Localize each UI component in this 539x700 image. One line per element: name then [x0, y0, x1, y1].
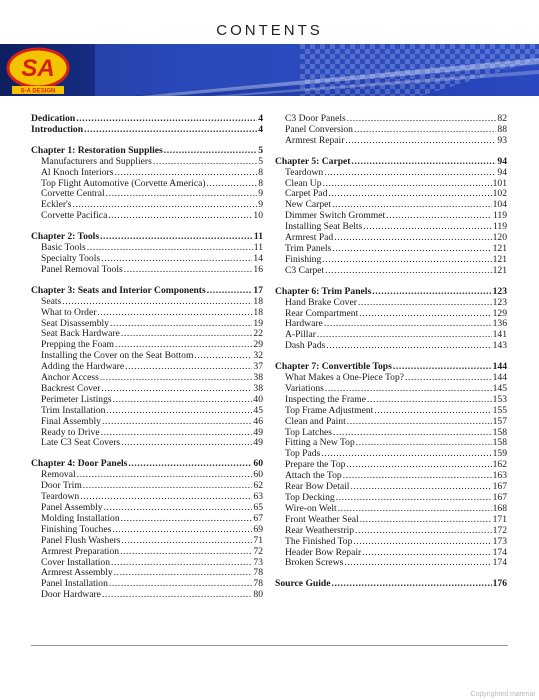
toc-entry-title: Chapter 3: Seats and Interior Components	[31, 284, 206, 296]
toc-entry-page: 123	[492, 285, 507, 297]
toc-entry-page: 63	[253, 491, 263, 503]
toc-dot-leader	[347, 114, 497, 125]
toc-entry-page: 144	[492, 361, 507, 373]
toc-entry-title: Door Trim	[41, 480, 82, 492]
toc-dot-leader	[354, 125, 496, 136]
toc-entry-page: 71	[253, 534, 263, 546]
toc-entry-title: Teardown	[41, 491, 80, 503]
page-title: CONTENTS	[216, 22, 323, 39]
toc-dot-leader	[111, 558, 252, 569]
toc-entry-page: 8	[258, 166, 263, 178]
toc-entry-title: The Finished Top	[285, 535, 353, 547]
toc-entry-page: 144	[492, 372, 507, 384]
toc-group	[275, 287, 507, 352]
toc-dot-leader	[356, 438, 492, 449]
toc-entry-title: A-Pillar	[285, 329, 316, 341]
toc-entry-title: Finishing	[285, 253, 322, 265]
toc-entry-title: Ready to Drive	[41, 426, 100, 438]
toc-group	[31, 232, 263, 276]
toc-entry-title: Front Weather Seal	[285, 513, 359, 525]
toc-entry-title: Panel Removal Tools	[41, 263, 123, 275]
toc-dot-leader	[122, 536, 253, 547]
toc-entry-title: Installing the Cover on the Seat Bottom	[41, 350, 194, 362]
toc-entry-title: Specialty Tools	[41, 252, 101, 264]
toc-entry-title: Anchor Access	[41, 372, 99, 384]
toc-entry-page: 40	[253, 393, 263, 405]
toc-entry-title: Removal	[41, 469, 76, 481]
toc-entry-title: Dimmer Switch Grommet	[285, 210, 386, 222]
toc-entry-title: Panel Installation	[41, 578, 108, 590]
toc-entry-page: 65	[253, 502, 263, 513]
toc-entry-title: Adding the Hardware	[41, 361, 125, 373]
toc-entry-page: 174	[492, 546, 507, 558]
toc-entry-page: 18	[253, 306, 263, 318]
toc-entry-title: Rear Weatherstrip	[285, 524, 355, 536]
toc-dot-leader	[164, 146, 257, 157]
toc-entry-page: 60	[253, 458, 263, 470]
toc-entry-title: Manufacturers and Suppliers	[41, 155, 152, 167]
toc-entry-page: 16	[253, 263, 263, 275]
toc-dot-leader	[62, 297, 252, 308]
toc-entry-page: 136	[492, 318, 507, 330]
toc-entry-page: 102	[492, 188, 507, 200]
sa-logo	[8, 49, 68, 95]
toc-entry-title: Rear Compartment	[285, 307, 359, 319]
toc-entry-page: 38	[253, 372, 263, 384]
toc-dot-leader	[358, 298, 492, 309]
toc-entry-title: Attach the Top	[285, 470, 342, 482]
toc-section-entry[interactable]	[31, 211, 263, 222]
toc-entry-page: 167	[492, 492, 507, 503]
toc-entry-title: Trim Installation	[41, 404, 106, 416]
toc-section-entry[interactable]	[31, 265, 263, 276]
toc-entry-page: 157	[492, 415, 507, 427]
toc-section-entry[interactable]	[31, 168, 263, 179]
toc-entry-title: Top Latches	[285, 426, 333, 438]
toc-entry-page: 171	[492, 513, 507, 525]
toc-dot-leader	[120, 547, 252, 558]
toc-entry-page: 37	[253, 361, 263, 373]
toc-entry-title: C3 Carpet	[285, 264, 325, 276]
toc-section-entry[interactable]	[31, 536, 263, 547]
toc-entry-page: 49	[253, 426, 263, 438]
toc-entry-page: 17	[253, 284, 263, 296]
toc-group	[31, 146, 263, 222]
toc-dot-leader	[87, 243, 253, 254]
toc-dot-leader	[322, 255, 491, 266]
toc-entry-title: Late C3 Seat Covers	[41, 437, 121, 449]
toc-group	[31, 459, 263, 601]
toc-dot-leader	[343, 471, 492, 482]
toc-dot-leader	[101, 428, 253, 439]
toc-dot-leader	[360, 515, 492, 526]
toc-entry-title: Al Knoch Interiors	[41, 166, 114, 178]
toc-dot-leader	[326, 341, 491, 352]
toc-dot-leader	[359, 309, 491, 320]
toc-entry-page: 19	[253, 317, 263, 329]
toc-entry-page: 176	[492, 578, 507, 590]
toc-dot-leader	[112, 525, 252, 536]
toc-dot-leader	[325, 266, 491, 277]
toc-entry-page: 62	[253, 480, 263, 492]
toc-entry-title: Fitting a New Top	[285, 437, 355, 449]
toc-entry-page: 172	[492, 524, 507, 536]
toc-dot-leader	[328, 189, 491, 200]
toc-entry-title: Top Decking	[285, 492, 335, 503]
toc-entry-title: What to Order	[41, 306, 97, 318]
toc-section-entry[interactable]	[31, 590, 263, 601]
toc-entry-page: 45	[253, 404, 263, 416]
toc-section-entry[interactable]	[31, 308, 263, 319]
toc-dot-leader	[334, 233, 491, 244]
toc-entry-title: Panel Conversion	[285, 123, 353, 135]
toc-entry-page: 155	[492, 404, 507, 416]
toc-entry-title: C3 Door Panels	[285, 113, 346, 124]
toc-entry-page: 88	[497, 123, 507, 135]
toc-entry-page: 120	[492, 232, 507, 244]
toc-entry-title: Clean and Paint	[285, 415, 346, 427]
toc-entry-page: 153	[492, 393, 507, 405]
toc-entry-page: 93	[497, 134, 507, 146]
svg-text:S-A DESIGN: S-A DESIGN	[20, 88, 56, 95]
toc-entry-page: 94	[497, 166, 507, 178]
toc-dot-leader	[121, 438, 252, 449]
toc-entry-page: 10	[253, 210, 263, 222]
toc-entry-page: 78	[253, 567, 263, 579]
toc-dot-leader	[124, 265, 253, 276]
toc-chapter-entry[interactable]	[275, 287, 507, 298]
toc-dot-leader	[109, 579, 253, 590]
toc-entry-page: 32	[253, 350, 263, 362]
toc-entry-title: Cover Installation	[41, 556, 111, 568]
toc-dot-leader	[367, 395, 492, 406]
toc-entry-page: 104	[492, 199, 507, 211]
toc-section-entry[interactable]	[275, 558, 507, 569]
toc-entry-page: 11	[253, 242, 263, 254]
toc-entry-page: 60	[253, 469, 263, 481]
toc-dot-leader	[106, 189, 258, 200]
toc-section-entry[interactable]	[31, 547, 263, 558]
toc-entry-page: 163	[492, 470, 507, 482]
toc-entry-page: 14	[253, 252, 263, 264]
toc-dot-leader	[317, 330, 492, 341]
toc-entry-title: Chapter 4: Door Panels	[31, 458, 128, 470]
toc-entry-title: Perimeter Listings	[41, 393, 112, 405]
toc-entry-title: Carpet Pad	[285, 188, 328, 200]
toc-group	[275, 579, 507, 590]
toc-dot-leader	[344, 558, 491, 569]
toc-entry-title: Chapter 5: Carpet	[275, 155, 351, 167]
toc-dot-leader	[345, 136, 496, 147]
toc-entry-title: Armrest Preparation	[41, 545, 120, 557]
header-banner	[0, 44, 539, 96]
toc-entry-title: Finishing Touches	[41, 523, 112, 535]
toc-dot-leader	[338, 504, 492, 515]
toc-entry-title: Corvette Central	[41, 188, 105, 200]
toc-entry-title: Chapter 7: Convertible Tops	[275, 361, 392, 373]
toc-section-entry[interactable]	[31, 297, 263, 308]
toc-entry-title: Introduction	[31, 123, 84, 135]
toc-entry-title: Teardown	[285, 166, 324, 178]
toc-entry-title: Source Guide	[275, 578, 331, 590]
toc-dot-leader	[101, 254, 252, 265]
toc-chapter-entry[interactable]	[31, 286, 263, 297]
toc-dot-leader	[386, 211, 492, 222]
toc-entry-page: 158	[492, 426, 507, 438]
toc-entry-page: 145	[492, 382, 507, 394]
toc-entry-page: 9	[258, 199, 263, 211]
toc-entry-page: 121	[492, 242, 507, 254]
toc-entry-title: Variations	[285, 382, 324, 394]
toc-entry-page: 119	[492, 221, 507, 233]
toc-entry-page: 119	[492, 210, 507, 222]
toc-entry-title: Chapter 2: Tools	[31, 231, 100, 243]
toc-entry-page: 167	[492, 481, 507, 493]
toc-entry-page: 72	[253, 545, 263, 557]
toc-entry-page: 173	[492, 535, 507, 547]
toc-right-column	[275, 114, 507, 600]
toc-entry-page: 73	[253, 556, 263, 568]
toc-entry-title: New Carpet	[285, 199, 332, 211]
toc-entry-title: Corvette Pacifica	[41, 210, 108, 222]
toc-entry-title: What Makes a One-Piece Top?	[285, 372, 405, 384]
toc-dot-leader	[324, 319, 492, 330]
toc-chapter-entry[interactable]	[275, 579, 507, 590]
toc-section-entry[interactable]	[31, 157, 263, 168]
toc-chapter-entry[interactable]	[31, 125, 263, 136]
toc-entry-title: Panel Flush Washers	[41, 534, 121, 546]
toc-dot-leader	[324, 168, 496, 179]
toc-entry-page: 78	[253, 578, 263, 590]
toc-entry-title: Armrest Pad	[285, 232, 334, 244]
toc-entry-title: Prepare the Top	[285, 459, 346, 471]
toc-section-entry[interactable]	[275, 266, 507, 277]
toc-entry-title: Backrest Cover	[41, 382, 101, 394]
toc-dot-leader	[125, 362, 252, 373]
toc-entry-page: 82	[497, 113, 507, 124]
toc-entry-title: Armrest Repair	[285, 134, 345, 146]
toc-entry-page: 4	[258, 113, 263, 124]
toc-entry-title: Top Flight Automotive (Corvette America)	[41, 177, 206, 189]
toc-dot-leader	[97, 308, 252, 319]
copyright-watermark: Copyrighted material	[470, 691, 535, 698]
toc-dot-leader	[106, 406, 252, 417]
toc-dot-leader	[353, 537, 491, 548]
svg-text:SA: SA	[21, 55, 55, 82]
toc-dot-leader	[194, 351, 252, 362]
toc-dot-leader	[347, 417, 492, 428]
toc-dot-leader	[114, 568, 253, 579]
toc-dot-leader	[346, 460, 491, 471]
toc-entry-page: 5	[258, 155, 263, 167]
toc-entry-page: 94	[497, 155, 507, 167]
toc-dot-leader	[77, 470, 253, 481]
toc-dot-leader	[355, 526, 492, 537]
toc-section-entry[interactable]	[275, 298, 507, 309]
toc-dot-leader	[336, 493, 492, 504]
toc-entry-title: Top Frame Adjustment	[285, 404, 374, 416]
toc-entry-page: 22	[253, 328, 263, 340]
toc-dot-leader	[83, 481, 253, 492]
toc-entry-title: Hand Brake Cover	[285, 296, 357, 308]
toc-dot-leader	[374, 406, 491, 417]
toc-entry-page: 9	[258, 188, 263, 200]
toc-entry-page: 159	[492, 448, 507, 460]
toc-entry-title: Rear Bow Detail	[285, 481, 350, 493]
toc-dot-leader	[121, 329, 253, 340]
toc-entry-page: 123	[492, 296, 507, 308]
toc-dot-leader	[80, 492, 252, 503]
toc-section-entry[interactable]	[275, 341, 507, 352]
toc-entry-title: Chapter 6: Trim Panels	[275, 285, 372, 297]
toc-dot-leader	[104, 503, 253, 514]
toc-dot-leader	[153, 157, 257, 168]
toc-entry-page: 49	[253, 437, 263, 449]
toc-entry-page: 67	[253, 512, 263, 524]
toc-entry-page: 4	[258, 123, 263, 135]
toc-dot-leader	[121, 514, 253, 525]
toc-dot-leader	[128, 459, 252, 470]
toc-entry-title: Wire-on Welt	[285, 502, 337, 514]
toc-dot-leader	[110, 319, 252, 330]
toc-group	[31, 286, 263, 450]
toc-entry-page: 168	[492, 502, 507, 514]
toc-entry-title: Final Assembly	[41, 415, 101, 427]
toc-entry-page: 11	[253, 231, 263, 243]
toc-dot-leader	[321, 449, 491, 460]
toc-entry-title: Seats	[41, 295, 62, 307]
toc-group	[275, 157, 507, 277]
toc-entry-title: Armrest Assembly	[41, 567, 113, 579]
toc-entry-page: 18	[253, 295, 263, 307]
toc-entry-title: Seat Disassembly	[41, 317, 109, 329]
toc-dot-leader	[101, 384, 252, 395]
toc-section-entry[interactable]	[31, 417, 263, 428]
toc-entry-title: Hardware	[285, 318, 323, 330]
toc-entry-page: 174	[492, 557, 507, 569]
toc-dot-leader	[372, 287, 491, 298]
toc-dot-leader	[393, 362, 492, 373]
toc-entry-page: 121	[492, 253, 507, 265]
toc-entry-title: Dash Pads	[285, 340, 326, 352]
toc-entry-page: 101	[492, 177, 507, 189]
toc-entry-page: 158	[492, 437, 507, 449]
footer-rule	[31, 645, 508, 646]
toc-dot-leader	[405, 373, 492, 384]
toc-dot-leader	[113, 395, 253, 406]
toc-chapter-entry[interactable]	[275, 157, 507, 168]
toc-dot-leader	[102, 590, 252, 601]
toc-entry-title: Seat Back Hardware	[41, 328, 120, 340]
toc-dot-leader	[102, 417, 252, 428]
toc-entry-title: Broken Screws	[285, 557, 344, 569]
toc-entry-title: Prepping the Foam	[41, 339, 115, 351]
toc-entry-page: 69	[253, 523, 263, 535]
toc-section-entry[interactable]	[31, 438, 263, 449]
toc-dot-leader	[114, 168, 257, 179]
toc-section-entry[interactable]	[275, 136, 507, 147]
toc-group	[31, 114, 263, 136]
toc-dot-leader	[207, 179, 258, 190]
toc-entry-page: 80	[253, 589, 263, 601]
toc-entry-title: Top Pads	[285, 448, 321, 460]
toc-dot-leader	[207, 286, 253, 297]
toc-entry-title: Door Hardware	[41, 589, 101, 601]
toc-dot-leader	[323, 179, 492, 190]
toc-entry-title: Chapter 1: Restoration Supplies	[31, 144, 163, 156]
toc-entry-page: 129	[492, 307, 507, 319]
toc-dot-leader	[362, 548, 491, 559]
toc-entry-title: Clean Up	[285, 177, 322, 189]
toc-dot-leader	[333, 428, 492, 439]
toc-dot-leader	[76, 114, 257, 125]
toc-entry-title: Eckler's	[41, 199, 72, 211]
toc-dot-leader	[332, 244, 491, 255]
toc-section-entry[interactable]	[275, 168, 507, 179]
toc-entry-title: Basic Tools	[41, 242, 86, 254]
toc-entry-page: 121	[492, 264, 507, 276]
toc-group	[275, 362, 507, 569]
toc-entry-page: 29	[253, 339, 263, 351]
toc-section-entry[interactable]	[275, 526, 507, 537]
toc-entry-title: Molding Installation	[41, 512, 120, 524]
toc-dot-leader	[332, 579, 492, 590]
toc-dot-leader	[84, 125, 257, 136]
toc-entry-title: Panel Assembly	[41, 502, 103, 513]
toc-dot-leader	[100, 232, 253, 243]
toc-entry-page: 46	[253, 415, 263, 427]
toc-entry-page: 38	[253, 382, 263, 394]
toc-entry-title: Trim Panels	[285, 242, 332, 254]
toc-entry-page: 5	[258, 144, 263, 156]
toc-section-entry[interactable]	[275, 537, 507, 548]
toc-entry-page: 8	[258, 177, 263, 189]
toc-section-entry[interactable]	[275, 417, 507, 428]
toc-dot-leader	[363, 222, 492, 233]
toc-entry-page: 143	[492, 340, 507, 352]
toc-entry-title: Header Bow Repair	[285, 546, 362, 558]
toc-dot-leader	[108, 211, 252, 222]
toc-left-column	[31, 114, 263, 611]
toc-dot-leader	[350, 482, 491, 493]
toc-dot-leader	[352, 157, 497, 168]
toc-entry-title: Dedication	[31, 113, 76, 124]
toc-entry-page: 162	[492, 459, 507, 471]
toc-entry-page: 141	[492, 329, 507, 341]
toc-entry-title: Inspecting the Frame	[285, 393, 366, 405]
toc-dot-leader	[100, 373, 253, 384]
toc-entry-title: Installing Seat Belts	[285, 221, 363, 233]
toc-group	[275, 114, 507, 147]
